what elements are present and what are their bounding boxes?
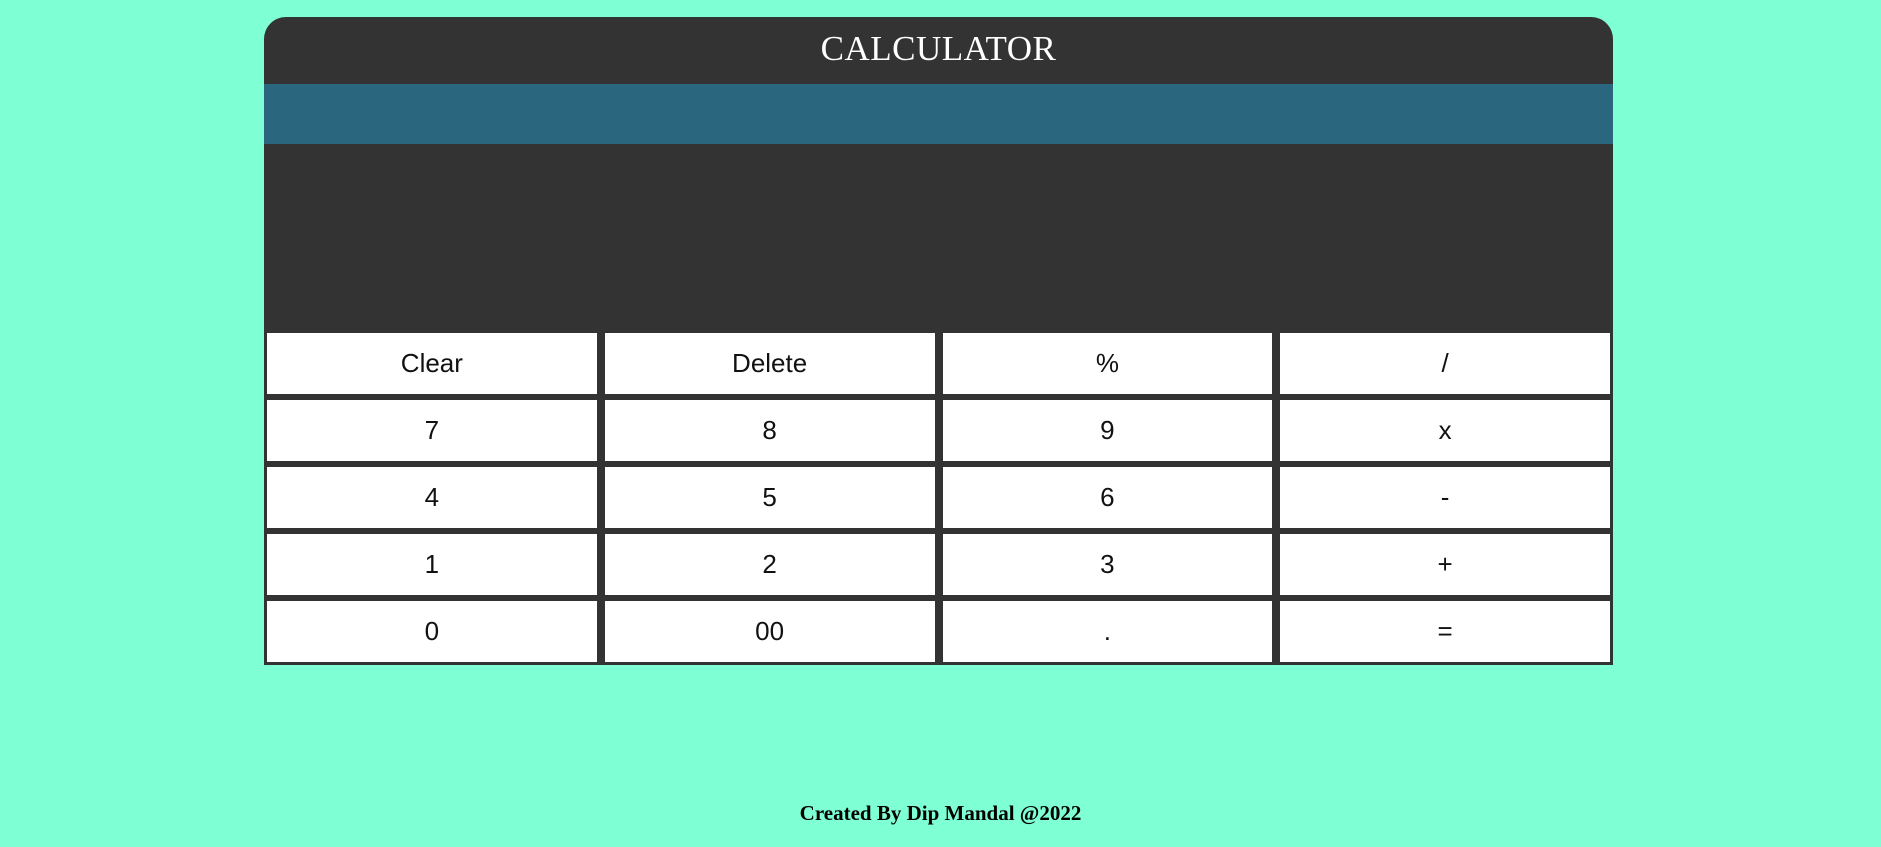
calculator-panel xyxy=(264,17,1613,665)
delete-button[interactable]: Delete xyxy=(605,333,935,394)
digit-7-button[interactable]: 7 xyxy=(267,400,597,461)
expression-input[interactable] xyxy=(264,84,1613,144)
percent-button[interactable]: % xyxy=(943,333,1273,394)
digit-5-button[interactable]: 5 xyxy=(605,467,935,528)
multiply-button[interactable]: x xyxy=(1280,400,1610,461)
digit-8-button[interactable]: 8 xyxy=(605,400,935,461)
result-display xyxy=(264,144,1613,329)
digit-1-button[interactable]: 1 xyxy=(267,534,597,595)
double-zero-button[interactable]: 00 xyxy=(605,601,935,662)
digit-9-button[interactable]: 9 xyxy=(943,400,1273,461)
equals-button[interactable]: = xyxy=(1280,601,1610,662)
digit-2-button[interactable]: 2 xyxy=(605,534,935,595)
digit-0-button[interactable]: 0 xyxy=(267,601,597,662)
footer-credit: Created By Dip Mandal @2022 xyxy=(799,801,1082,825)
divide-button[interactable]: / xyxy=(1280,333,1610,394)
clear-button[interactable]: Clear xyxy=(267,333,597,394)
calculator-title: CALCULATOR xyxy=(820,29,1057,68)
subtract-button[interactable]: - xyxy=(1280,467,1610,528)
keypad xyxy=(264,329,1613,665)
digit-4-button[interactable]: 4 xyxy=(267,467,597,528)
digit-3-button[interactable]: 3 xyxy=(943,534,1273,595)
digit-6-button[interactable]: 6 xyxy=(943,467,1273,528)
decimal-point-button[interactable]: . xyxy=(943,601,1273,662)
add-button[interactable]: + xyxy=(1280,534,1610,595)
